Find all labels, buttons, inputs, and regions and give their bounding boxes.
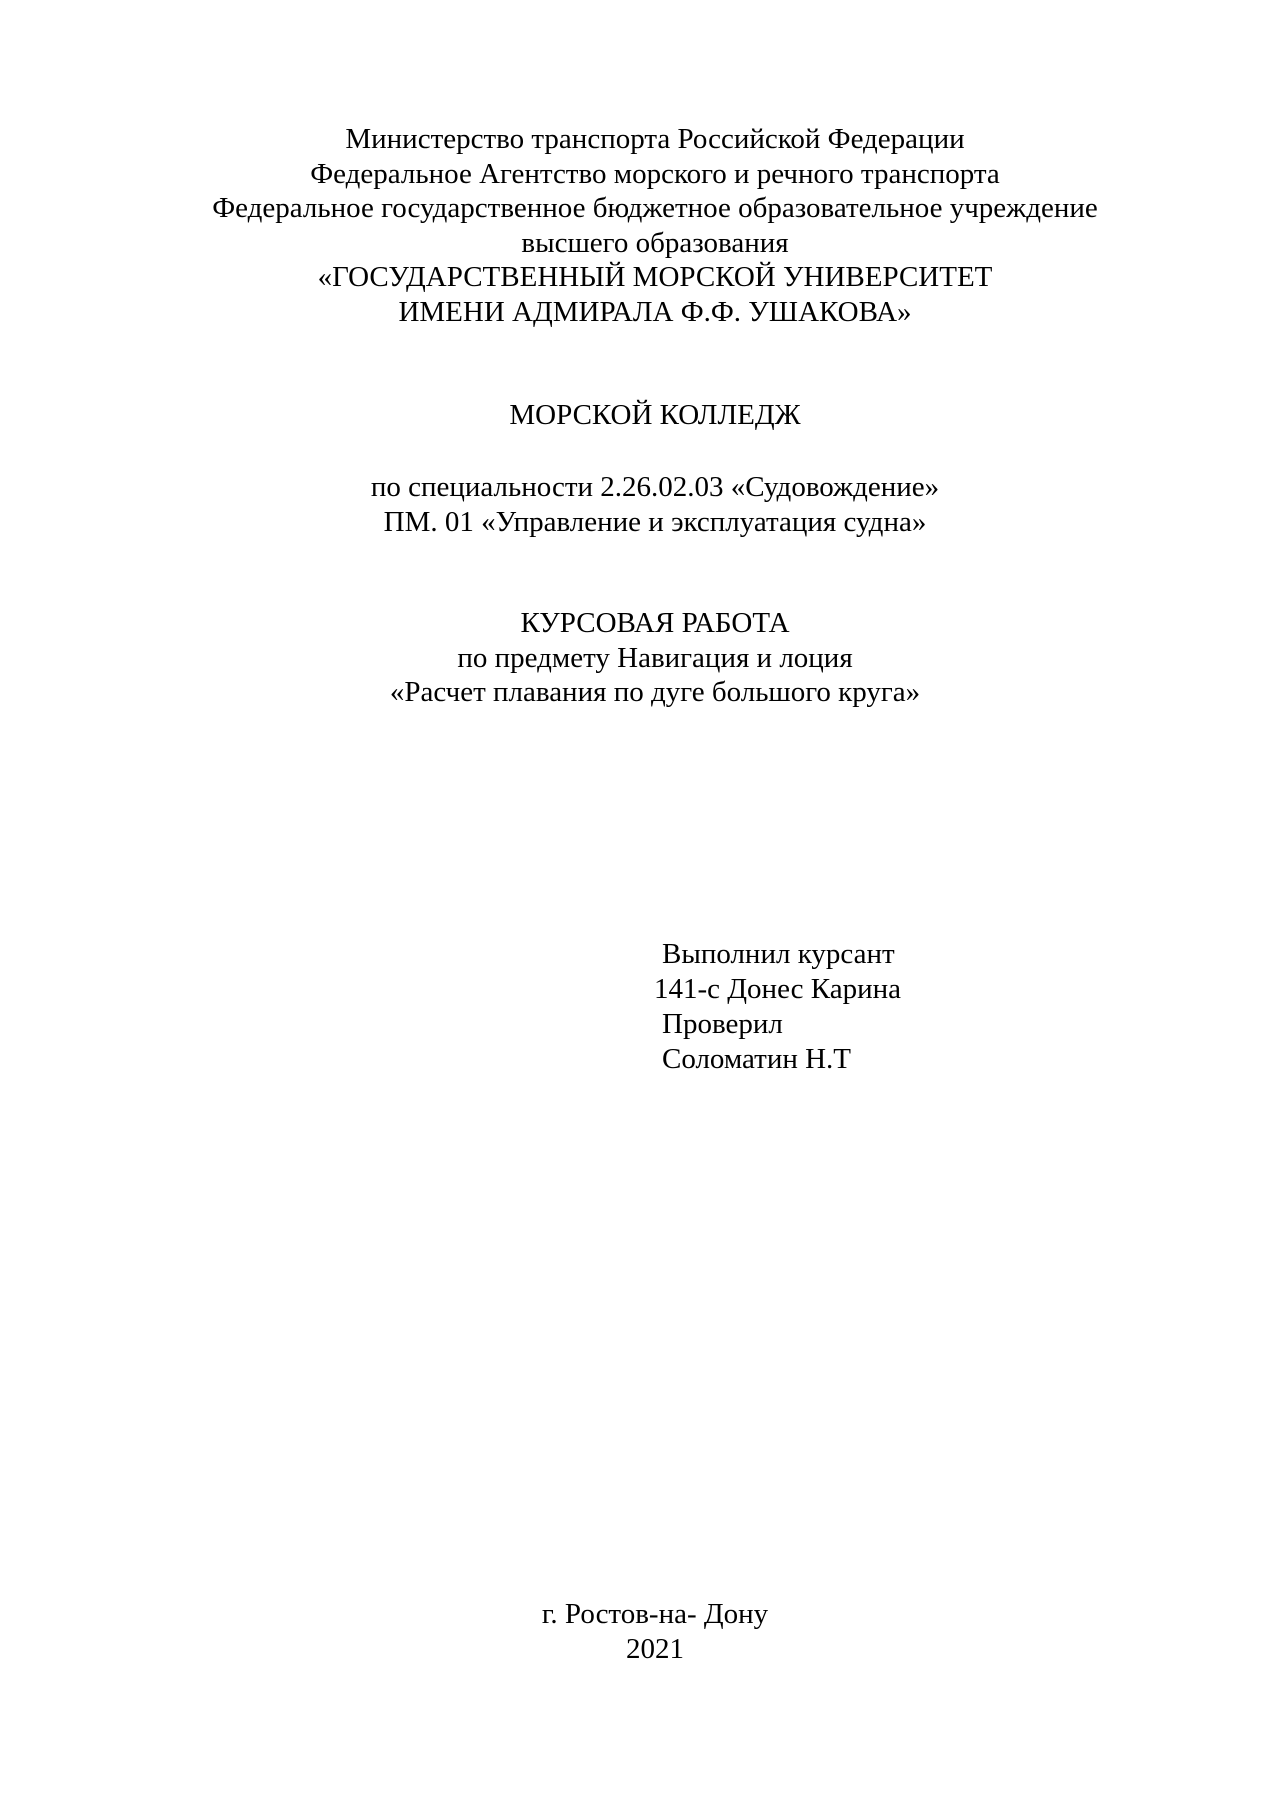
coursework-subject: по предмету Навигация и лоция <box>457 641 853 674</box>
university-name-line-1: «ГОСУДАРСТВЕННЫЙ МОРСКОЙ УНИВЕРСИТЕТ <box>317 261 993 293</box>
reviewer-name: Соломатин Н.Т <box>662 1043 852 1075</box>
college-name: МОРСКОЙ КОЛЛЕДЖ <box>509 399 801 431</box>
city-year-footer <box>0 1597 1280 1666</box>
checked-by-label: Проверил <box>662 1008 783 1040</box>
college-section <box>0 398 1280 433</box>
city: г. Ростов-на- Дону <box>541 1598 769 1630</box>
module-line: ПМ. 01 «Управление и эксплуатация судна» <box>383 505 927 538</box>
specialty-line: по специальности 2.26.02.03 «Судовождение» <box>370 471 940 503</box>
student-name: 141-с Донес Карина <box>654 973 902 1005</box>
agency-line: Федеральное Агентство морского и речного транспорта <box>310 157 1000 190</box>
signature-section <box>654 937 901 1077</box>
coursework-title: КУРСОВАЯ РАБОТА <box>520 607 790 639</box>
education-level-line: высшего образования <box>521 226 789 259</box>
specialty-section <box>0 470 1280 539</box>
institution-type-line: Федеральное государственное бюджетное образовательное учреждение <box>212 192 1098 224</box>
ministry-header <box>0 122 1280 329</box>
ministry-line: Министерство транспорта Российской Федерации <box>345 123 965 155</box>
coursework-topic: «Расчет плавания по дуге большого круга» <box>389 676 921 708</box>
year: 2021 <box>626 1632 684 1665</box>
university-name-line-2: ИМЕНИ АДМИРАЛА Ф.Ф. УШАКОВА» <box>398 295 912 328</box>
performed-by-label: Выполнил курсант <box>662 938 895 970</box>
coursework-section <box>0 606 1280 710</box>
